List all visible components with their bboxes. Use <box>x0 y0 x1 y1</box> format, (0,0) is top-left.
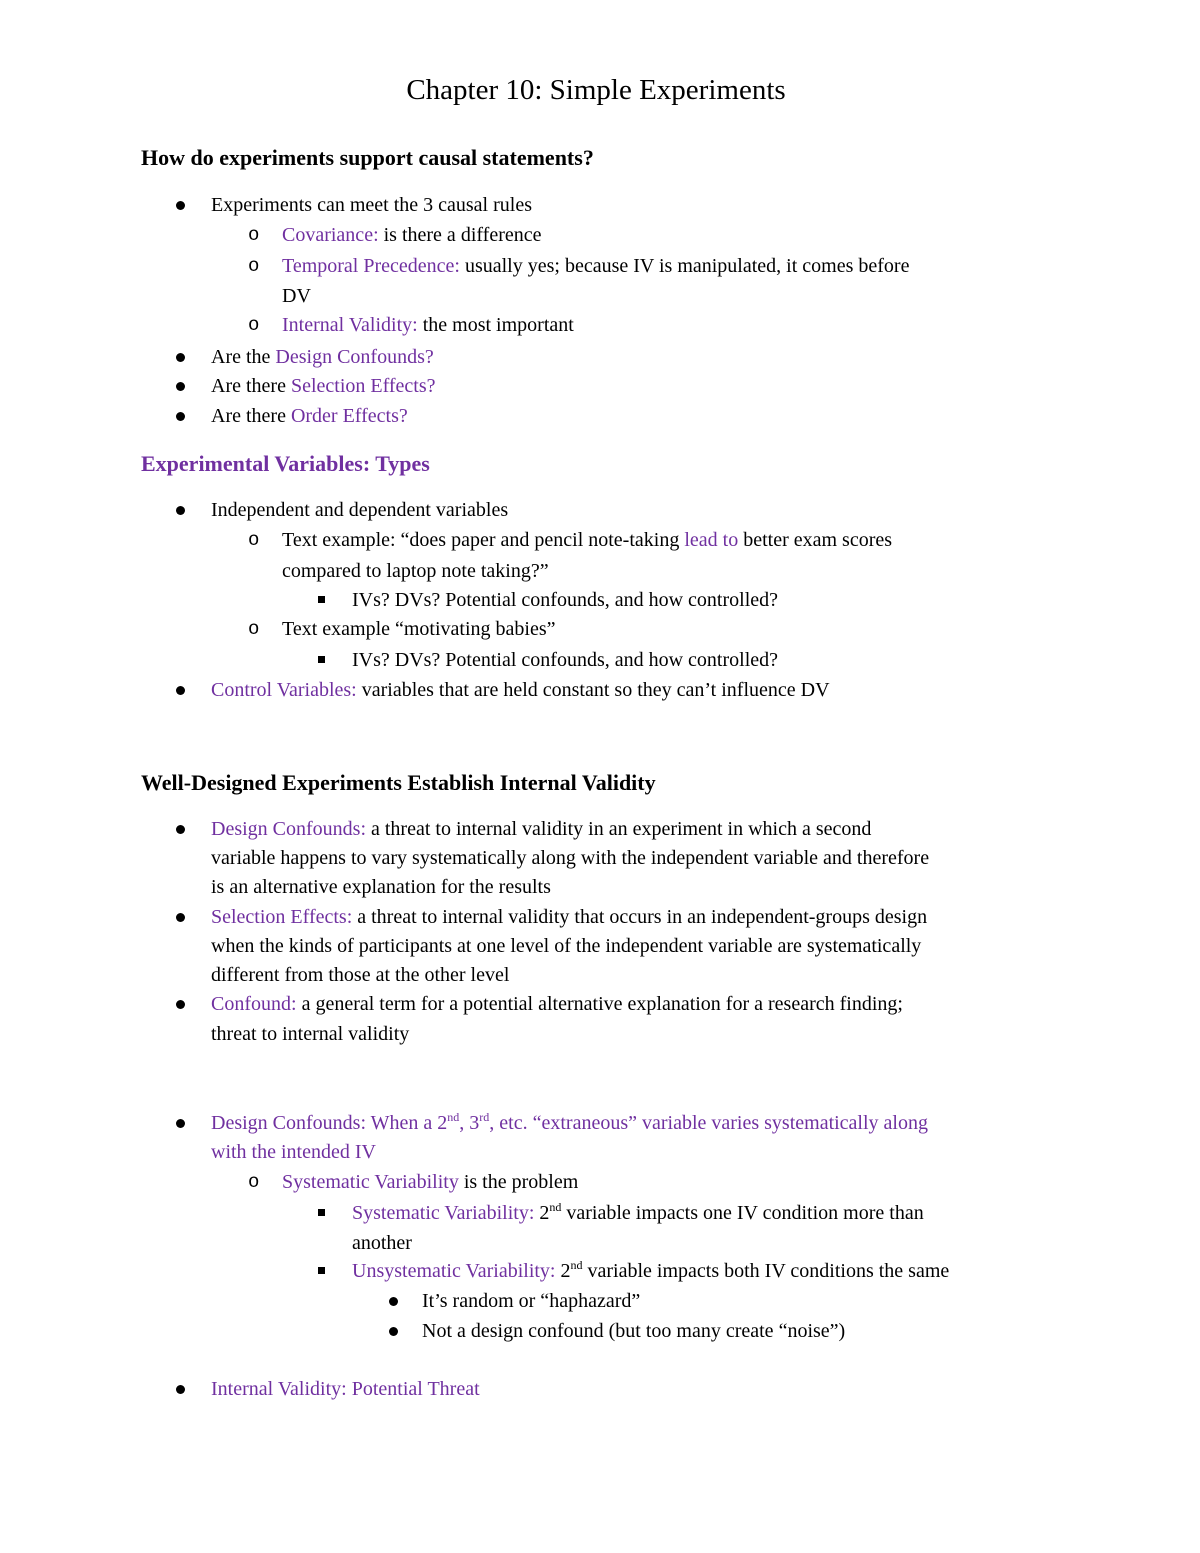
section-heading-internal-validity: Well-Designed Experiments Establish Internal Validity <box>141 770 656 795</box>
list-item-continuation: DV <box>282 285 311 307</box>
list-item: Design Confounds: a threat to internal validity in an experiment in which a second <box>211 818 872 840</box>
bullet-disc <box>176 506 185 515</box>
bullet-disc <box>176 353 185 362</box>
list-item-continuation: variable happens to vary systematically along with the independent variable and therefore <box>211 847 930 869</box>
list-item-continuation: is an alternative explanation for the results <box>211 876 551 898</box>
list-item: Are there Order Effects? <box>211 405 408 427</box>
list-item: Independent and dependent variables <box>211 499 509 521</box>
list-item-continuation: when the kinds of participants at one level of the independent variable are systematically <box>211 935 922 957</box>
bullet-disc <box>176 412 185 421</box>
bullet-disc <box>176 382 185 391</box>
list-item: Text example “motivating babies” <box>282 618 556 640</box>
list-item: Covariance: is there a difference <box>282 224 542 246</box>
list-item: Systematic Variability: 2nd variable impacts one IV condition more than <box>352 1200 924 1224</box>
list-item: Internal Validity: Potential Threat <box>211 1378 480 1400</box>
list-item: Are the Design Confounds? <box>211 346 434 368</box>
list-item: IVs? DVs? Potential confounds, and how controlled? <box>352 589 779 611</box>
list-item: Are there Selection Effects? <box>211 375 436 397</box>
bullet-square <box>318 1267 325 1274</box>
list-item-continuation: with the intended IV <box>211 1141 376 1163</box>
bullet-disc <box>176 1119 185 1128</box>
section-heading-variables: Experimental Variables: Types <box>141 451 430 476</box>
bullet-circle: o <box>248 224 260 246</box>
list-item-continuation: threat to internal validity <box>211 1023 410 1045</box>
bullet-disc <box>389 1297 398 1306</box>
list-item: Unsystematic Variability: 2nd variable impacts both IV conditions the same <box>352 1258 950 1282</box>
list-item-continuation: compared to laptop note taking?” <box>282 560 549 582</box>
list-item: Confound: a general term for a potential alternative explanation for a research finding; <box>211 993 903 1015</box>
list-item-continuation: different from those at the other level <box>211 964 510 986</box>
bullet-disc <box>176 825 185 834</box>
list-item: Text example: “does paper and pencil note-taking lead to better exam scores <box>282 529 893 551</box>
list-item: It’s random or “haphazard” <box>422 1290 641 1312</box>
page-title: Chapter 10: Simple Experiments <box>406 74 786 106</box>
bullet-square <box>318 656 325 663</box>
bullet-disc <box>389 1327 398 1336</box>
bullet-circle: o <box>248 618 260 640</box>
list-item: Systematic Variability is the problem <box>282 1171 579 1193</box>
list-item-continuation: another <box>352 1232 412 1254</box>
list-item: Not a design confound (but too many create “noise”) <box>422 1320 846 1342</box>
bullet-circle: o <box>248 255 260 277</box>
list-item: Temporal Precedence: usually yes; because IV is manipulated, it comes before <box>282 255 910 277</box>
list-item: IVs? DVs? Potential confounds, and how controlled? <box>352 649 779 671</box>
list-item: Design Confounds: When a 2nd, 3rd, etc. “extraneous” variable varies systematically along <box>211 1110 928 1134</box>
bullet-disc <box>176 1000 185 1009</box>
bullet-square <box>318 1209 325 1216</box>
bullet-disc <box>176 201 185 210</box>
bullet-circle: o <box>248 1171 260 1193</box>
bullet-disc <box>176 1385 185 1394</box>
bullet-circle: o <box>248 314 260 336</box>
section-heading-causal: How do experiments support causal statements? <box>141 145 594 170</box>
bullet-disc <box>176 686 185 695</box>
list-item: Internal Validity: the most important <box>282 314 574 336</box>
bullet-circle: o <box>248 529 260 551</box>
list-item: Experiments can meet the 3 causal rules <box>211 194 532 216</box>
bullet-square <box>318 596 325 603</box>
bullet-disc <box>176 913 185 922</box>
list-item: Control Variables: variables that are held constant so they can’t influence DV <box>211 679 830 701</box>
list-item: Selection Effects: a threat to internal validity that occurs in an independent-groups design <box>211 906 928 928</box>
